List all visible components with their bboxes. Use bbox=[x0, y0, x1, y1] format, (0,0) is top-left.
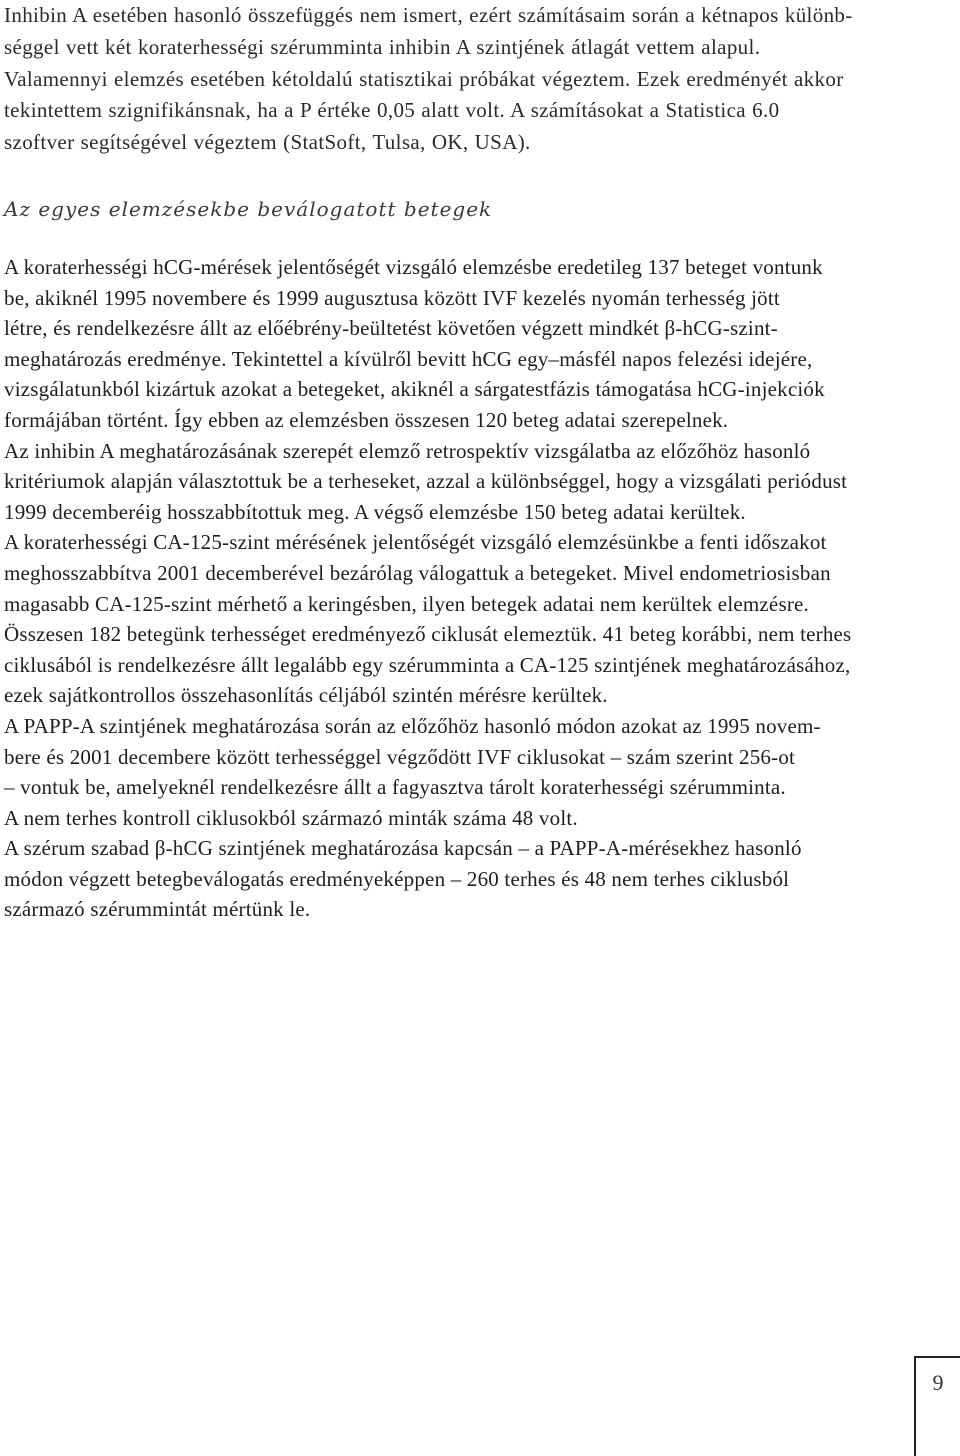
text-line: Az inhibin A meghatározásának szerepét elemző retrospektív vizsgálatba az előzőhöz hasonló bbox=[4, 438, 811, 463]
text-line: 1999 decemberéig hosszabbítottuk meg. A végső elemzésbe 150 beteg adatai kerültek. bbox=[4, 499, 746, 524]
text-line: A szérum szabad β-hCG szintjének meghatározása kapcsán – a PAPP-A-mérésekhez hasonló bbox=[4, 836, 802, 861]
text-line: bere és 2001 decembere között terhességgel végződött IVF ciklusokat – szám szerint 256-ot bbox=[4, 744, 796, 769]
text-line: meghatározás eredménye. Tekintettel a kívülről bevitt hCG egy–másfél napos felezési idejére, bbox=[4, 346, 813, 371]
page-number-box bbox=[914, 1356, 960, 1456]
section-heading: Az egyes elemzésekbe beválogatott betegek bbox=[4, 197, 493, 221]
text-line: Inhibin A esetében hasonló összefüggés nem ismert, ezért számításaim során a kétnapos különb- bbox=[4, 3, 853, 27]
text-line: A koraterhességi hCG-mérések jelentőségét vizsgáló elemzésbe eredetileg 137 beteget vontunk bbox=[4, 255, 823, 279]
text-line: kritériumok alapján választottuk be a terheseket, azzal a különbséggel, hogy a vizsgálati periódust bbox=[4, 469, 848, 494]
text-line: tekintettem szignifikánsnak, ha a P értéke 0,05 alatt volt. A számításokat a Statistica 6.0 bbox=[4, 98, 780, 123]
text-line: ezek sajátkontrollos összehasonlítás céljából szintén mérésre kerültek. bbox=[4, 683, 608, 708]
text-line: létre, és rendelkezésre állt az előébrény-beültetést követően végzett mindkét β-hCG-szint- bbox=[4, 316, 778, 341]
intro-paragraph bbox=[4, 0, 916, 159]
text-line: A koraterhességi CA-125-szint mérésének jelentőségét vizsgáló elemzésünkbe a fenti időszakot bbox=[4, 530, 827, 555]
text-line: be, akiknél 1995 novembere és 1999 augusztusa között IVF kezelés nyomán terhesség jött bbox=[4, 285, 780, 310]
text-line: A PAPP-A szintjének meghatározása során az előzőhöz hasonló módon azokat az 1995 novem- bbox=[4, 713, 821, 738]
text-line: séggel vett két koraterhességi szérumminta inhibin A szintjének átlagát vettem alapul. bbox=[4, 34, 761, 59]
text-line: Valamennyi elemzés esetében kétoldalú statisztikai próbákat végeztem. Ezek eredményét akkor bbox=[4, 66, 844, 91]
text-line: – vontuk be, amelyeknél rendelkezésre állt a fagyasztva tárolt koraterhességi szérumminta. bbox=[4, 775, 786, 800]
text-line: származó szérummintát mértünk le. bbox=[4, 897, 311, 922]
section-body bbox=[4, 252, 916, 925]
text-line: A nem terhes kontroll ciklusokból származó minták száma 48 volt. bbox=[4, 805, 578, 830]
text-line: szoftver segítségével végeztem (StatSoft, Tulsa, OK, USA). bbox=[4, 130, 531, 155]
text-line: magasabb CA-125-szint mérhető a keringésben, ilyen betegek adatai nem kerültek elemzésre. bbox=[4, 591, 809, 616]
text-line: vizsgálatunkból kizártuk azokat a betegeket, akiknél a sárgatestfázis támogatása hCG-injekciók bbox=[4, 377, 825, 402]
text-line: Összesen 182 betegünk terhességet eredményező ciklusát elemeztük. 41 beteg korábbi, nem terhes bbox=[4, 622, 852, 647]
text-line: meghosszabbítva 2001 decemberével bezárólag válogattuk a betegeket. Mivel endometriosisban bbox=[4, 560, 831, 585]
page-number: 9 bbox=[932, 1370, 944, 1395]
text-line: formájában történt. Így ebben az elemzésben összesen 120 beteg adatai szerepelnek. bbox=[4, 407, 729, 432]
text-line: ciklusából is rendelkezésre állt legalább egy szérumminta a CA-125 szintjének meghatározásához, bbox=[4, 652, 851, 677]
text-line: módon végzett betegbeválogatás eredményeképpen – 260 terhes és 48 nem terhes ciklusból bbox=[4, 866, 790, 891]
